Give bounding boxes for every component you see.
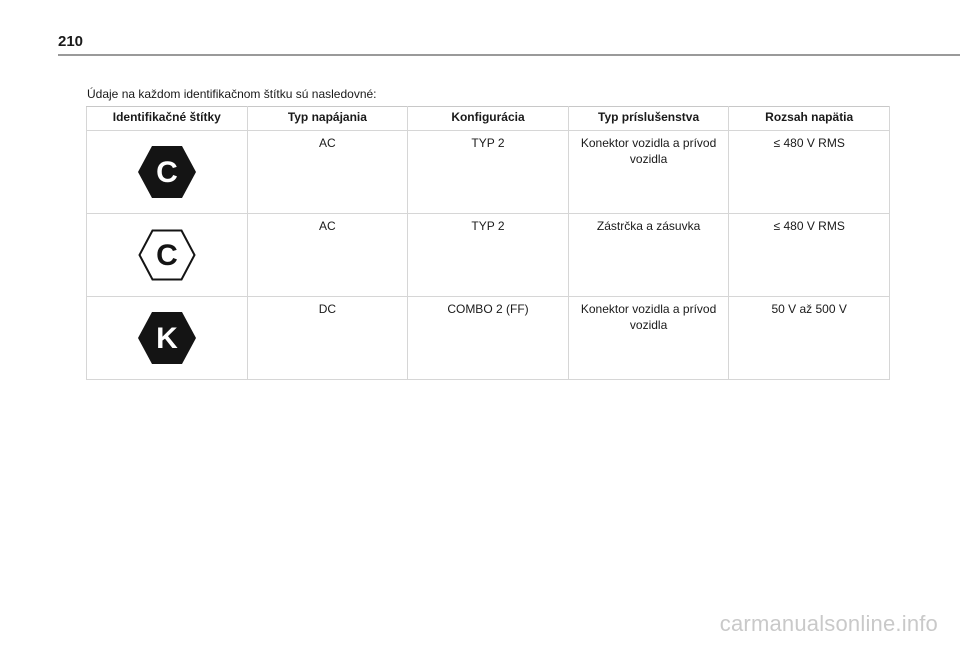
power-type-cell: AC xyxy=(247,214,408,297)
table-row xyxy=(87,297,890,380)
hexagon-c-filled-icon xyxy=(137,145,197,199)
column-header-accessory-type: Typ príslušenstva xyxy=(568,107,729,131)
power-type-cell: DC xyxy=(247,297,408,380)
table-row xyxy=(87,131,890,214)
accessory-type-cell: Zástrčka a zásuvka xyxy=(568,214,729,297)
label-cell xyxy=(87,214,248,297)
hexagon-k-filled-icon xyxy=(137,311,197,365)
hexagon-c-outline-icon xyxy=(137,228,197,282)
column-header-configuration: Konfigurácia xyxy=(408,107,569,131)
voltage-range-cell: 50 V až 500 V xyxy=(729,297,890,380)
table-header-row xyxy=(87,107,890,131)
badge-letter: C xyxy=(155,239,178,272)
configuration-cell: COMBO 2 (FF) xyxy=(408,297,569,380)
voltage-range-cell: ≤ 480 V RMS xyxy=(729,214,890,297)
header-divider xyxy=(58,54,960,56)
badge-letter: K xyxy=(155,322,178,355)
table-row xyxy=(87,214,890,297)
intro-text: Údaje na každom identifikačnom štítku sú nasledovné: xyxy=(87,87,377,101)
configuration-cell: TYP 2 xyxy=(408,214,569,297)
configuration-cell: TYP 2 xyxy=(408,131,569,214)
column-header-labels: Identifikačné štítky xyxy=(87,107,248,131)
page-number: 210 xyxy=(58,33,84,50)
accessory-type-cell: Konektor vozidla a prívod vozidla xyxy=(568,297,729,380)
identification-labels-table xyxy=(86,106,890,380)
voltage-range-cell: ≤ 480 V RMS xyxy=(729,131,890,214)
column-header-power-type: Typ napájania xyxy=(247,107,408,131)
column-header-voltage-range: Rozsah napätia xyxy=(729,107,890,131)
label-cell xyxy=(87,131,248,214)
accessory-type-cell: Konektor vozidla a prívod vozidla xyxy=(568,131,729,214)
badge-letter: C xyxy=(155,156,178,189)
watermark: carmanualsonline.info xyxy=(719,611,938,636)
label-cell xyxy=(87,297,248,380)
power-type-cell: AC xyxy=(247,131,408,214)
